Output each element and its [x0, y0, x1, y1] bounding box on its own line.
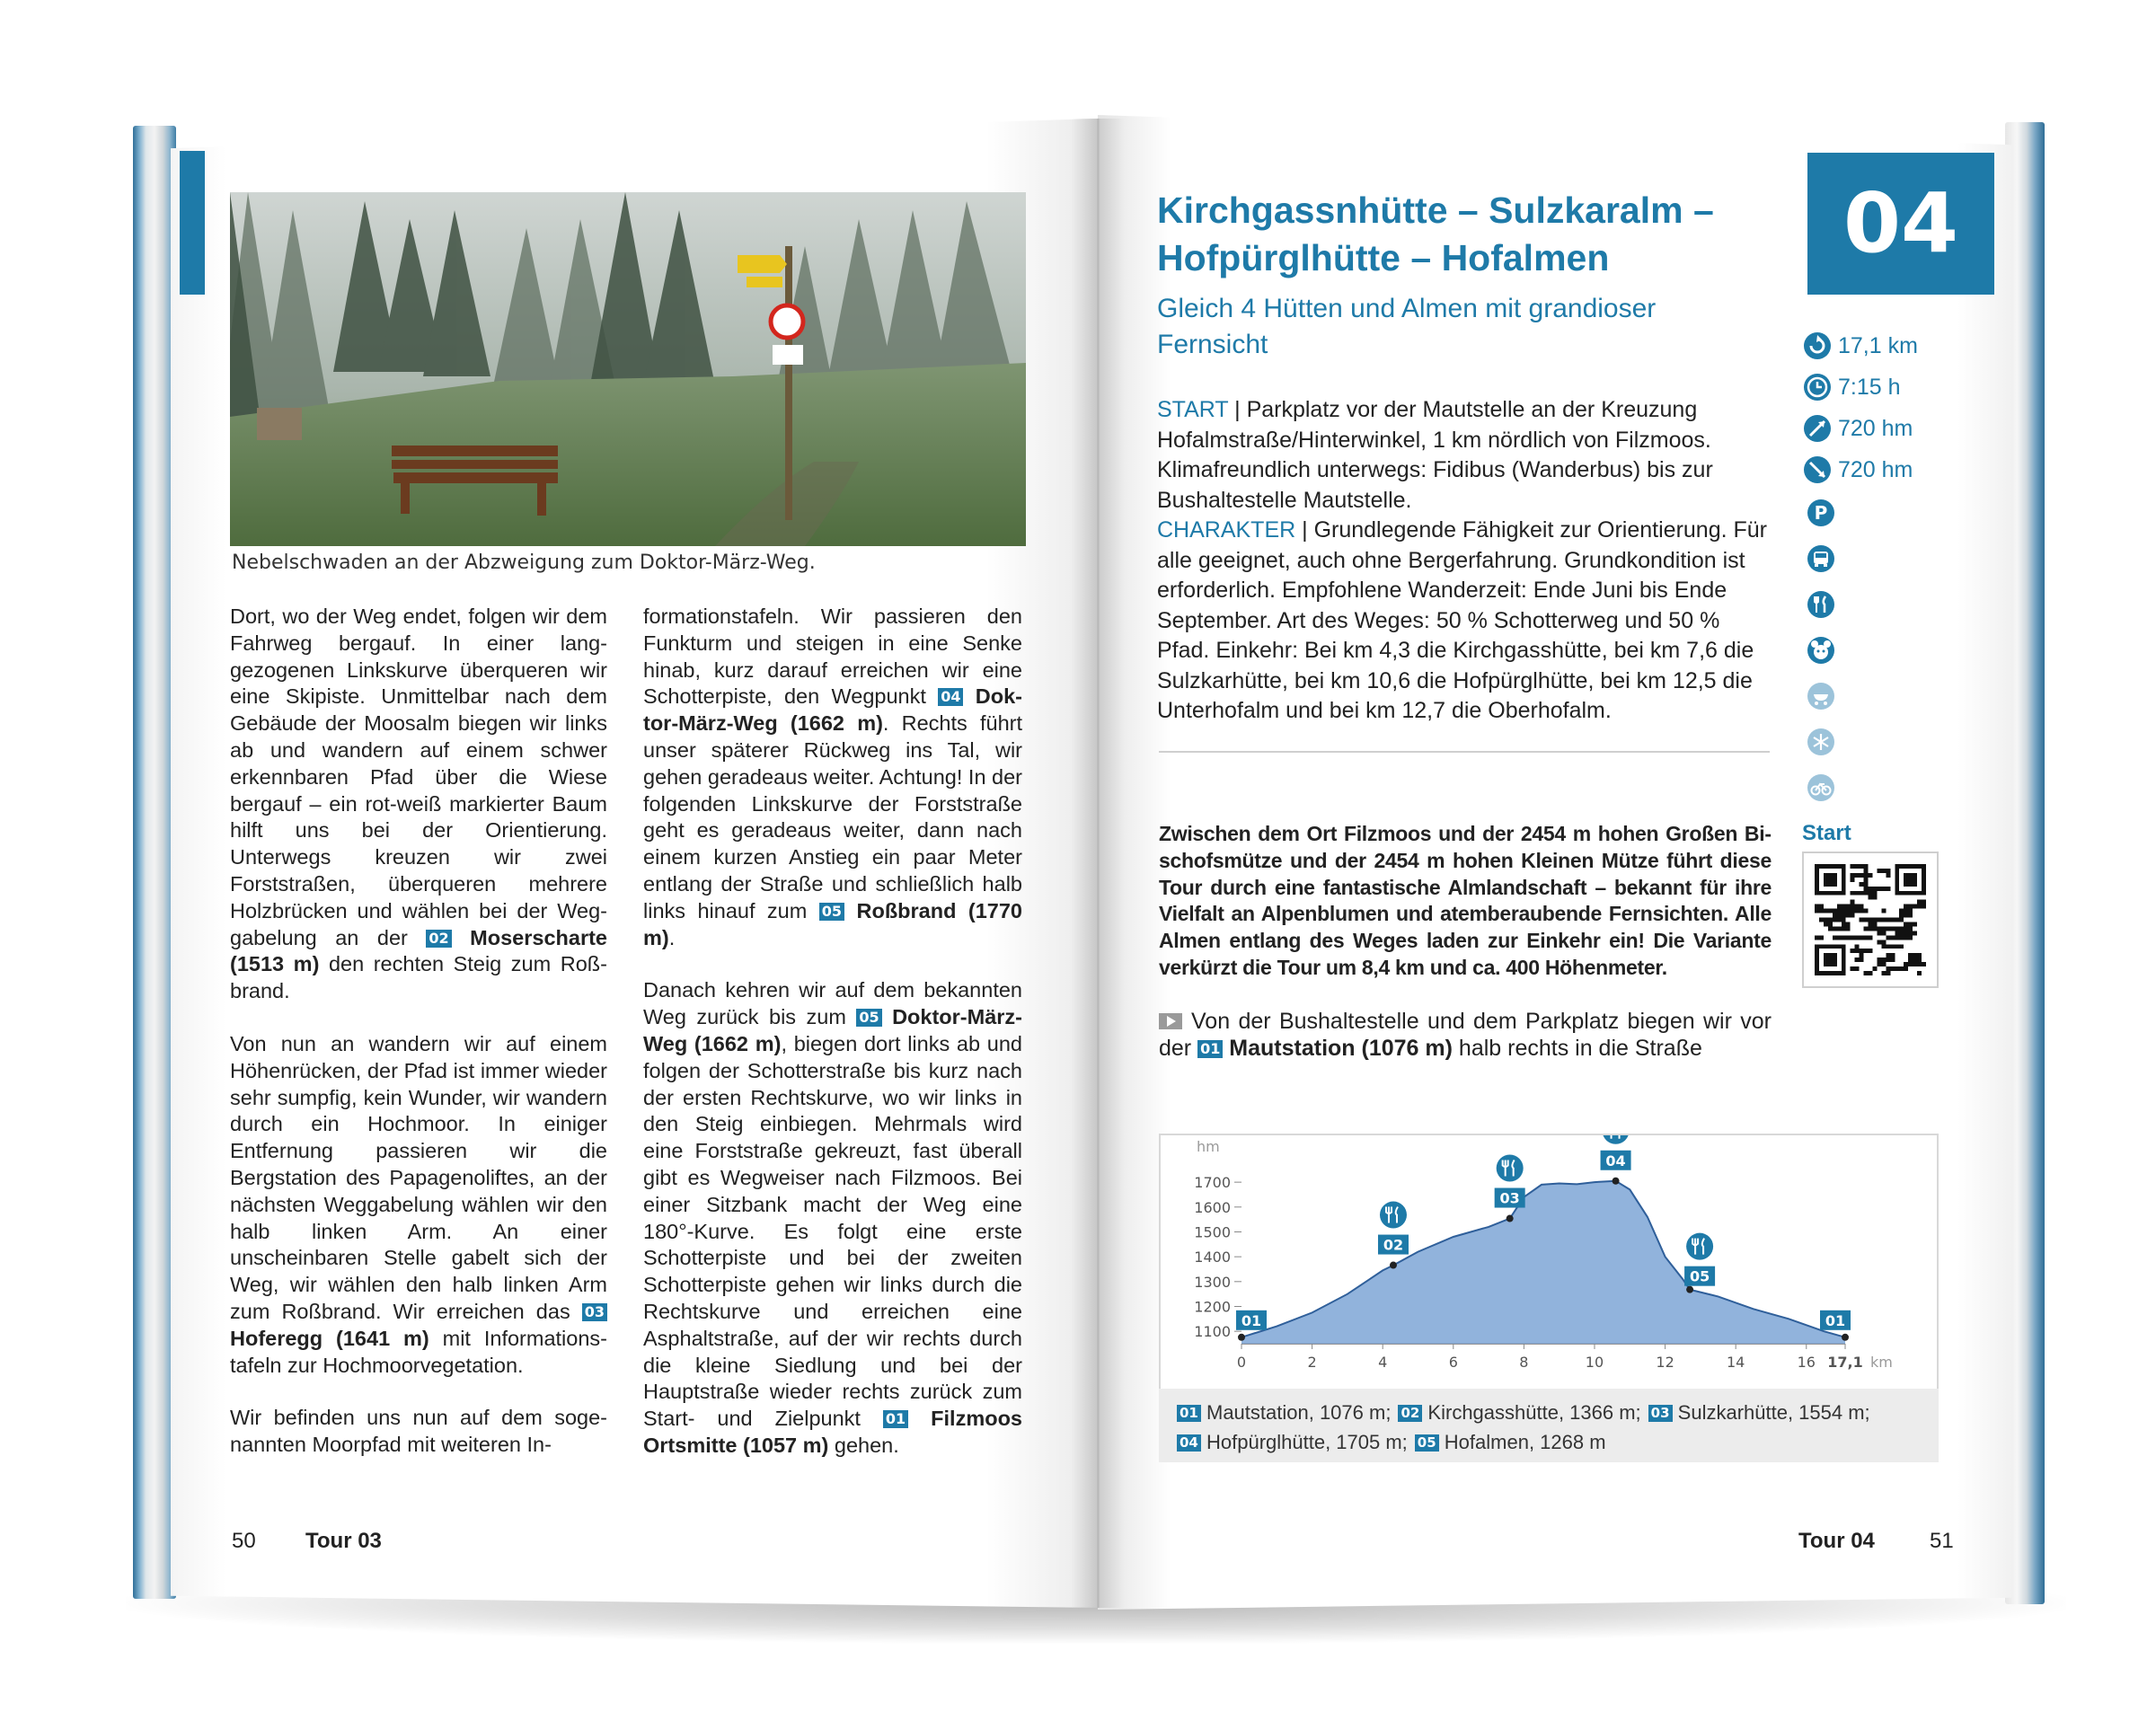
stroller-icon	[1806, 681, 1836, 711]
charakter-text: | Grundlegende Fähigkeit zur Orientierung. Für alle geeignet, auch ohne Bergerfahrung. Grundkondition ist erforderlich. Empfohlene Wanderzeit: Ende Juni bis Ende September. Art des Weges: 50 % Schotterweg und 50 % Pfad. Einkehr: Bei km 4,3 die Kirchgasshütte, bei km 7,6 die Sulzkarhütte, bei km 10,6 die Hofpürglhütte, bei km 12,5 die Unterhofalm und bei km 12,7 die Oberhofalm.	[1157, 517, 1768, 723]
qr-code[interactable]	[1802, 852, 1939, 988]
start-label: START	[1157, 397, 1229, 422]
forest-photo	[230, 192, 1026, 546]
waypoint-dot	[1842, 1334, 1849, 1341]
paragraph	[230, 1405, 607, 1459]
paragraph	[230, 1031, 607, 1379]
waypoint-dot	[1238, 1334, 1245, 1341]
photo-caption: Nebelschwaden an der Abzweigung zum Doktor-März-Weg.	[232, 552, 816, 574]
x-tick-label: 0	[1236, 1354, 1247, 1371]
waypoint-badge: 01	[1177, 1405, 1201, 1422]
x-tick-label: 8	[1519, 1354, 1529, 1371]
x-tick-label: 10	[1585, 1354, 1604, 1371]
left-tour-label: Tour 03	[305, 1529, 382, 1553]
text-run: formationstafeln. Wir passieren den Funkturm und steigen in eine Senke hinab, kurz darauf erreichen wir eine Schotterpiste, den Wegpunkt	[643, 604, 1022, 709]
stat-duration: 7:15 h	[1802, 366, 1982, 408]
waypoint-badge: 01	[883, 1410, 908, 1428]
legend-item	[1177, 1401, 1391, 1424]
left-page-number: 50	[232, 1529, 256, 1553]
right-tour-label: Tour 04	[1798, 1529, 1875, 1553]
descent-icon	[1802, 454, 1833, 485]
stat-descent: 720 hm	[1802, 449, 1982, 490]
x-tick-label: 2	[1307, 1354, 1317, 1371]
y-tick-label: 1600	[1194, 1198, 1231, 1216]
waypoint-name: Roßbrand (1770 m)	[643, 898, 1022, 949]
waypoint-badge: 03	[1648, 1405, 1673, 1422]
divider	[1159, 751, 1770, 753]
waypoint-name: Filzmoos Ortsmitte (1057 m)	[643, 1407, 1022, 1457]
waypoint-badge: 02	[1398, 1405, 1422, 1422]
tour-title: Kirchgassnhütte – Sulzkaralm – Hofpürglhütte – Hofalmen	[1157, 190, 1714, 278]
left-column-1	[230, 604, 607, 1485]
feature-icons	[1806, 498, 1836, 818]
text-run: mit Informationstafeln zur Hochmoorvegetation.	[230, 1326, 607, 1377]
stat-distance: 17,1 km	[1802, 325, 1982, 366]
play-icon	[1159, 1013, 1182, 1029]
start-text: | Parkplatz vor der Mautstelle an der Kreuzung Hofalmstraße/Hinterwinkel, 1 km nördlich von Filzmoos. Klimafreundlich unterwegs: Fidibus (Wanderbus) bis zur Bushaltestelle Mautstelle.	[1157, 397, 1713, 513]
y-axis-label: hm	[1197, 1138, 1220, 1155]
paragraph	[643, 977, 1022, 1459]
route-description: Von der Bushaltestelle und dem Parkplatz biegen wir vor der 01 Mautstation (1076 m) halb rechts in die Straße	[1159, 1009, 1772, 1061]
waypoint-badge: 04	[1177, 1434, 1201, 1452]
qr-code-image	[1815, 864, 1926, 975]
waypoint-badge: 05	[819, 903, 844, 921]
text-run: Von nun an wandern wir auf einem Höhenrücken, der Pfad ist immer wieder sehr sumpfig, kein Wunder, wir wandern durch ein Hochmoor. In einiger Entfernung passieren wir die Bergstation des Papagenoliftes, an der nächsten Weggabelung wählen wir den halb linken Arm. An einer unscheinbaren Stelle gabelt sich der Weg, wir wählen den halb linken Arm zum Roßbrand. Wir erreichen das	[230, 1031, 607, 1323]
waypoint-label: 01	[1241, 1311, 1262, 1329]
left-column-2	[643, 604, 1022, 1486]
legend-text: Sulzkarhütte, 1554 m;	[1672, 1401, 1870, 1424]
stat-ascent: 720 hm	[1802, 408, 1982, 449]
x-tick-label: 16	[1797, 1354, 1816, 1371]
restaurant-icon	[1603, 1135, 1630, 1144]
bike-icon	[1806, 772, 1836, 803]
x-tick-label: 12	[1656, 1354, 1674, 1371]
legend-item	[1177, 1431, 1408, 1453]
waypoint-name: Doktor-März-Weg (1662 m)	[643, 1005, 1022, 1055]
legend-text: Kirchgasshütte, 1366 m;	[1422, 1401, 1641, 1424]
distance-icon	[1802, 331, 1833, 361]
restaurant-icon	[1380, 1202, 1407, 1229]
text-run: Danach kehren wir auf dem bekannten Weg zurück bis zum	[643, 978, 1022, 1029]
waypoint-dot	[1507, 1215, 1514, 1222]
waypoint-name: Hoferegg (1641 m)	[230, 1326, 429, 1350]
legend-item	[1415, 1431, 1606, 1453]
restaurant-icon	[1806, 589, 1836, 620]
waypoint-badge: 02	[426, 930, 451, 948]
waypoint-badge: 01	[1197, 1040, 1223, 1058]
legend-text: Hofpürglhütte, 1705 m;	[1200, 1431, 1408, 1453]
paragraph	[643, 604, 1022, 951]
restaurant-icon	[1686, 1233, 1713, 1260]
legend-text: Hofalmen, 1268 m	[1438, 1431, 1606, 1453]
x-tick-label: 4	[1378, 1354, 1388, 1371]
tour-subtitle: Gleich 4 Hütten und Almen mit grandioser Fernsicht	[1157, 294, 1657, 359]
waypoint-badge: 05	[1415, 1434, 1439, 1452]
text-run: . Rechts führt unser späterer Rückweg ins Tal, wir gehen geradeaus weiter. Achtung! In der folgenden Linkskurve der Forststraße geht es geradeaus weiter, dann nach einem kurzen Anstieg ein paar Meter entlang der Straße und schließlich halb links hinauf zum	[643, 711, 1023, 922]
text-run: , biegen dort links ab und folgen der Schotterstraße bis kurz nach der ersten Rechtskurve, wo wir links in den Steig einbiegen. Mehrmals wird eine Forststraße gekreuzt, fast überall gibt es Wegweiser nach Filzmoos. Bei einer Sitzbank macht der Weg eine 180°-Kurve. Es folgt eine erste Schotterpiste und bei der zweiten Schotterpiste gehen wir links durch die Rechtskurve und erreichen eine Asphaltstraße, auf der wir rechts durch die kleine Siedlung und bei der Hauptstraße wieder rechts zurück zum Start- und Zielpunkt	[643, 1031, 1022, 1431]
waypoint-label: 04	[1605, 1152, 1626, 1169]
elevation-chart	[1161, 1135, 1937, 1387]
text-run: gehen.	[828, 1433, 899, 1457]
right-page-number: 51	[1930, 1529, 1954, 1553]
waypoint-dot	[1390, 1262, 1397, 1269]
x-tick-label: 6	[1448, 1354, 1458, 1371]
waypoint-dot	[1686, 1286, 1693, 1293]
text-run: Dort, wo der Weg endet, folgen wir dem Fahrweg bergauf. In einer langgezogenen Linkskurve überqueren wir eine Skipiste. Unmittelbar nach dem Gebäude der Moosalm biegen wir links ab und wandern auf einem schwer erkennbaren Pfad über die Wiese bergauf – ein rot-weiß markierter Baum hilft uns bei der Orientierung. Unterwegs kreuzen wir zwei Forststraßen, überqueren mehrere Holzbrücken und wählen bei der Weggabelung an der	[230, 604, 607, 949]
legend-item	[1398, 1401, 1640, 1424]
paragraph	[230, 604, 607, 1005]
svg-text:P: P	[1814, 502, 1828, 524]
text-run: Wir befinden uns nun auf dem sogenannten Moorpfad mit weiteren In-	[230, 1406, 607, 1457]
legend-item	[1648, 1401, 1870, 1424]
waypoint-name: Doktor-März-Weg (1662 m)	[643, 684, 1022, 736]
y-tick-label: 1400	[1194, 1249, 1231, 1266]
parking-icon	[1806, 498, 1836, 528]
ascent-icon	[1802, 413, 1833, 444]
tour-info	[1157, 395, 1777, 727]
waypoint-badge: 03	[582, 1303, 607, 1321]
tour-number-badge: 04	[1807, 153, 1994, 295]
waypoint-label: 02	[1383, 1236, 1404, 1254]
waypoint-label: 03	[1499, 1189, 1520, 1207]
winter-icon	[1806, 727, 1836, 757]
y-tick-label: 1700	[1194, 1174, 1231, 1192]
restaurant-icon	[1497, 1155, 1524, 1182]
kids-icon	[1806, 635, 1836, 666]
charakter-label: CHARAKTER	[1157, 517, 1296, 543]
x-axis-label: km	[1870, 1354, 1893, 1371]
legend-text: Mautstation, 1076 m;	[1200, 1401, 1392, 1424]
x-tick-label: 17,1	[1827, 1354, 1863, 1371]
clock-icon	[1802, 372, 1833, 402]
waypoint-badge: 05	[856, 1009, 881, 1027]
waypoint-dot	[1613, 1178, 1620, 1185]
tour-stats	[1802, 325, 1982, 490]
chapter-marker	[180, 151, 205, 295]
y-tick-label: 1100	[1194, 1323, 1231, 1341]
y-tick-label: 1500	[1194, 1223, 1231, 1241]
profile-legend	[1159, 1389, 1939, 1462]
qr-start-label: Start	[1802, 821, 1851, 845]
waypoint-name: Moserscharte (1513 m)	[230, 925, 607, 976]
profile-area	[1241, 1181, 1845, 1344]
left-page-edge	[133, 126, 176, 1599]
bus-icon	[1806, 543, 1836, 574]
text-run: .	[668, 925, 676, 949]
waypoint-label: 01	[1825, 1311, 1846, 1329]
y-tick-label: 1200	[1194, 1298, 1231, 1316]
y-tick-label: 1300	[1194, 1273, 1231, 1291]
x-tick-label: 14	[1726, 1354, 1745, 1371]
text-run: den rechten Steig zum Roßbrand.	[230, 952, 607, 1003]
tour-intro: Zwischen dem Ort Filzmoos und der 2454 m hohen Großen Bischofsmütze und der 2454 m hohen Kleinen Mütze führt diese Tour durch eine fantastische Almlandschaft – bekannt für ihre Vielfalt an Alpenblumen und atemberaubende Fernsichten. Alle Almen entlang des Weges laden zur Einkehr ein! Die Variante verkürzt die Tour um 8,4 km und ca. 400 Höhenmeter.	[1159, 822, 1772, 979]
waypoint-label: 05	[1689, 1267, 1710, 1285]
waypoint-badge: 04	[938, 688, 963, 706]
